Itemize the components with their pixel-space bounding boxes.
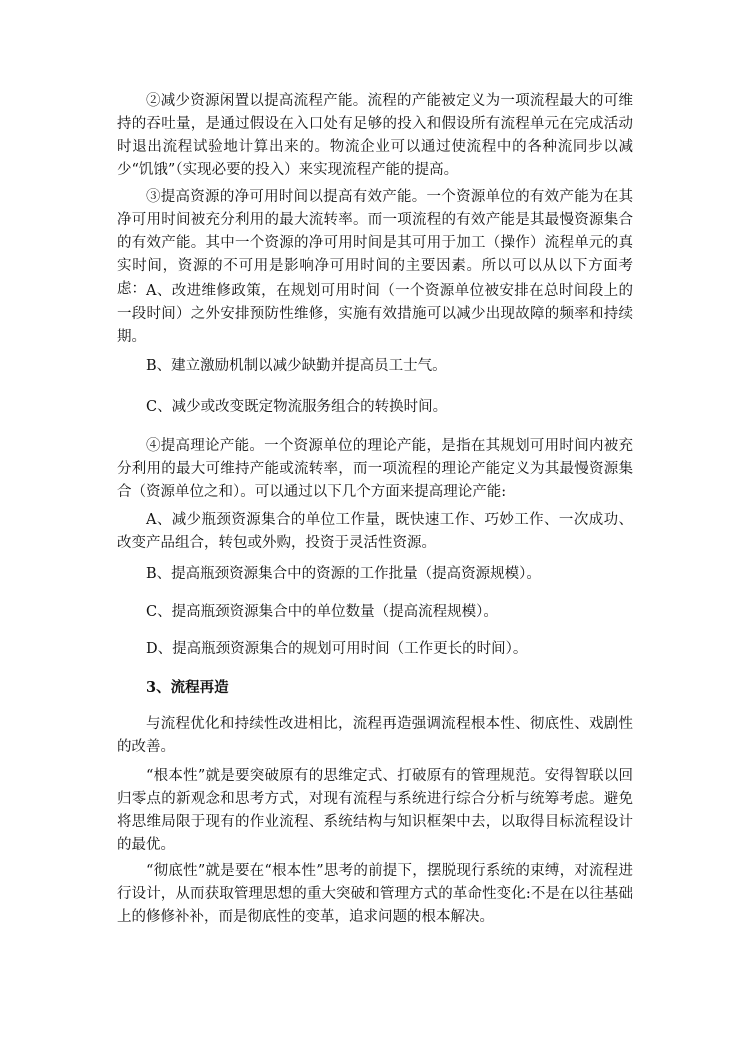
paragraph-item-a-bottleneck-workload: A、减少瓶颈资源集合的单位工作量，既快速工作、巧妙工作、一次成功、改变产品组合，转包或外购，投资于灵活性资源。 (117, 512, 633, 551)
paragraph-item-c-unit-count: C、提高瓶颈资源集合中的单位数量（提高流程规模）。 (146, 604, 498, 620)
paragraph-thoroughness: “彻底性”就是要在“根本性”思考的前提下，摆脱现行系统的束缚，对流程进行设计，从而获取管理思想的重大突破和管理方式的革命性变化:不是在以往基础上的修修补补，而是彻底性的变革，追求问题的根本解决。 (117, 863, 633, 925)
paragraph-reengineering-intro: 与流程优化和持续性改进相比，流程再造强调流程根本性、彻底性、戏剧性的改善。 (117, 716, 633, 755)
paragraph-item-d-available-time: D、提高瓶颈资源集合的规划可用时间（工作更长的时间）。 (146, 641, 528, 657)
paragraph-fundamental: “根本性”就是要突破原有的思维定式、打破原有的管理规范。安得智联以回归零点的新观念和思考方式，对现有流程与系统进行综合分析与统筹考虑。避免将思维局限于现有的作业流程、系统结构与知识框架中去，以取得目标流程设计的最优。 (117, 768, 633, 853)
paragraph-item-c-changeover: C、减少或改变既定物流服务组合的转换时间。 (146, 399, 448, 415)
section-heading-process-reengineering: 3、流程再造 (146, 679, 229, 696)
paragraph-theoretical-capacity: ④提高理论产能。一个资源单位的理论产能，是指在其规划可用时间内被充分利用的最大可维持产能或流转率，而一项流程的理论产能定义为其最慢资源集合（资源单位之和）。可以通过以下几个方面来提高理论产能: (117, 438, 633, 500)
paragraph-net-available-time: ③提高资源的净可用时间以提高有效产能。一个资源单位的有效产能为在其净可用时间被充分利用的最大流转率。而一项流程的有效产能是其最慢资源集合的有效产能。其中一个资源的净可用时间是其可用于加工（操作）流程单元的真实时间，资源的不可用是影响净可用时间的主要因素。所以可以从以下方面考虑： (117, 189, 633, 297)
paragraph-item-a-maintenance: A、改进维修政策，在规划可用时间（一个资源单位被安排在总时间段上的一段时间）之外安排预防性维修，实施有效措施可以减少出现故障的频率和持续期。 (117, 283, 633, 345)
paragraph-item-b-incentives: B、建立激励机制以减少缺勤并提高员工士气。 (146, 358, 447, 374)
paragraph-item-b-batch-size: B、提高瓶颈资源集合中的资源的工作批量（提高资源规模）。 (146, 566, 541, 582)
paragraph-reduce-idle-resources: ②减少资源闲置以提高流程产能。流程的产能被定义为一项流程最大的可维持的吞吐量，是通过假设在入口处有足够的投入和假设所有流程单元在完成活动时退出流程试验地计算出来的。物流企业可以通过使流程中的各种流同步以减少“饥饿”（实现必要的投入）来实现流程产能的提高。 (117, 93, 633, 178)
